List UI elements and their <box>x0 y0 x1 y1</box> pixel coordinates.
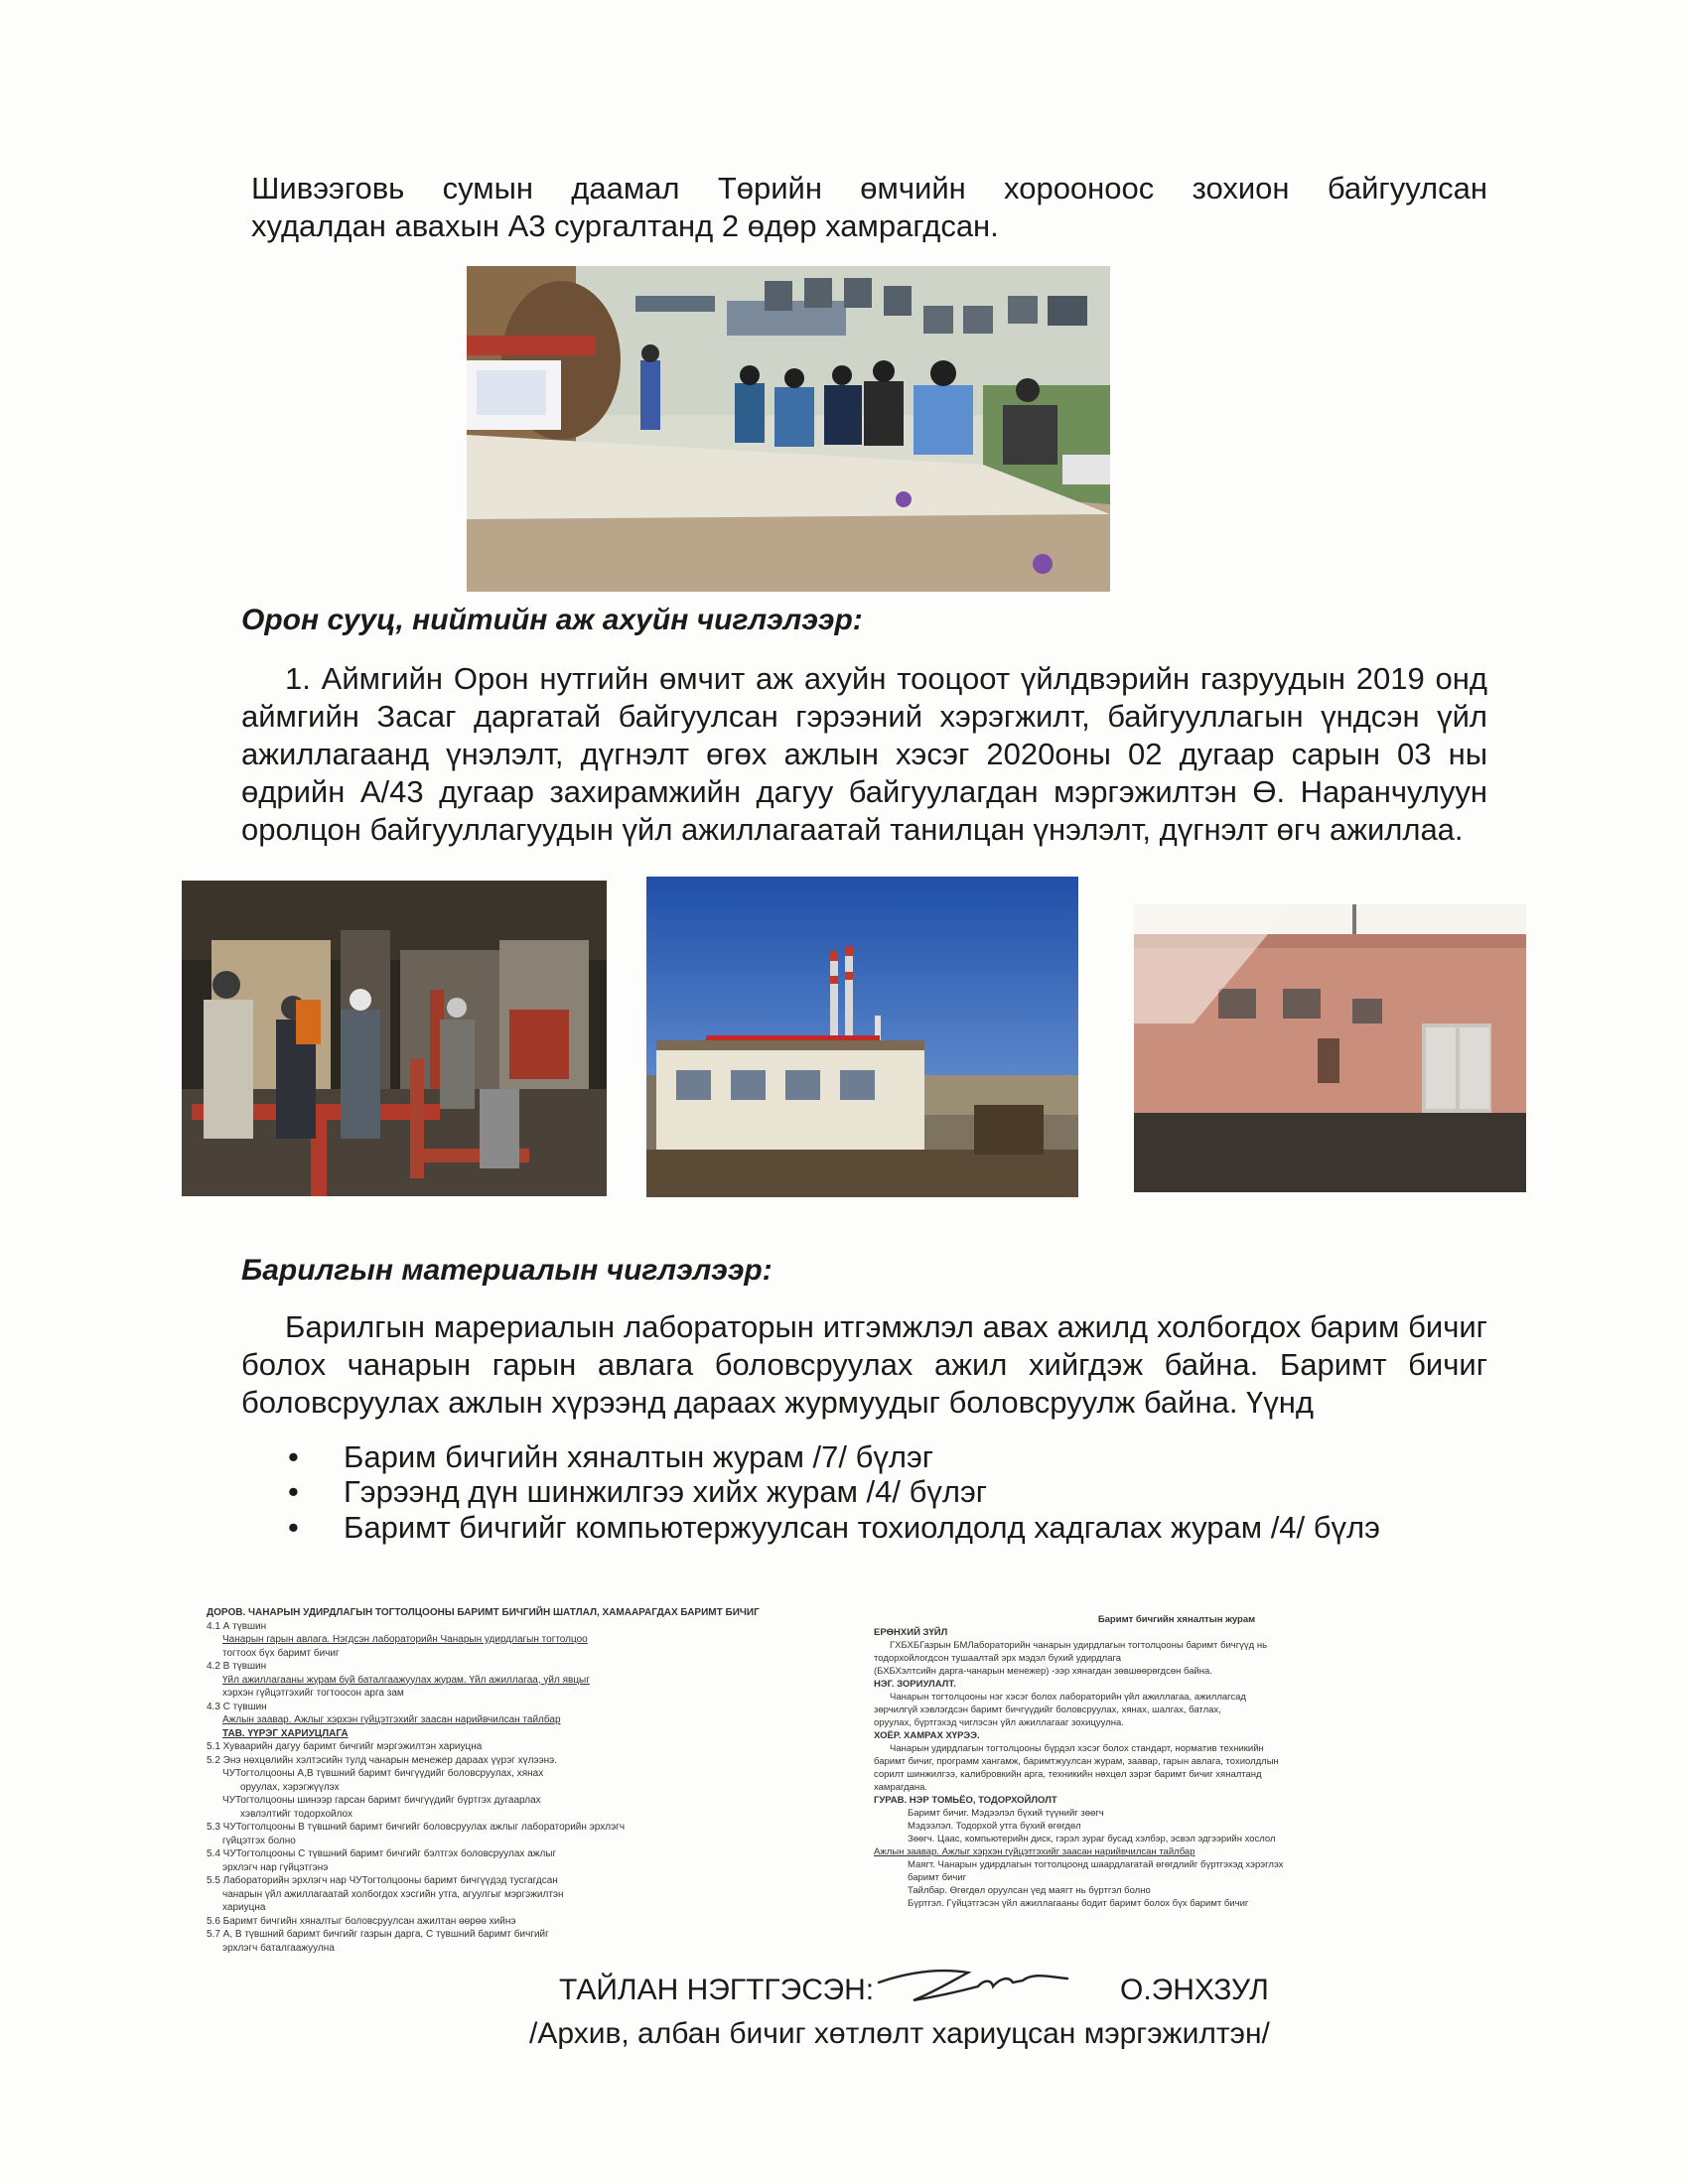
boiler-room-photo <box>182 881 607 1196</box>
doc-left-line: эрхлэгч нар гүйцэтгэнэ <box>222 1861 329 1873</box>
doc-left-line: 5.4 ЧУТогтолцооны С түвшний баримт бичгийг бэлтгэх боловсруулах ажлыг <box>207 1848 557 1859</box>
doc-right-line: Чанарын удирдлагын тогтолцооны бүрдэл хэсэг болох стандарт, норматив техникийн <box>890 1743 1264 1754</box>
doc-left-line: 5.6 Баримт бичгийн хяналтыг боловсруулсан ажилтан өөрөө хийнэ <box>207 1915 516 1927</box>
doc-left-line: Чанарын гарын авлага. Нэгдсэн лабораторийн Чанарын удирдлагын тогтолцоо <box>222 1634 588 1645</box>
doc-right-line: (БХБХэлтсийн дарга-чанарын менежер) -ээр хянагдан зөвшөөрөгдсөн байна. <box>874 1666 1212 1677</box>
list-item <box>288 1510 1489 1546</box>
housing-item-text: Аймгийн Орон нутгийн өмчит аж ахуйн тооцоот үйлдвэрийн газруудын 2019 онд аймгийн Засаг даргатай байгуулсан гэрээний хэрэгжилт, байгууллагын үндсэн үйл ажиллагаанд үнэлэлт, дүгнэлт өгөх ажлын хэсэг 2020оны 02 дугаар сарын 03 ны өдрийн А/43 дугаар захирамжийн дагуу байгуулагдан мэргэжилтэн Ө. Наранчулуун оролцон байгууллагуудын үйл ажиллагаатай танилцан үнэлэлт, дүгнэлт өгч ажиллаа. <box>241 661 1487 847</box>
doc-right-line: Баримт бичиг. Мэдээлэл бүхий түүнийг зөөгч <box>908 1808 1104 1819</box>
doc-right-line: Зөөгч. Цаас, компьютерийн диск, гэрэл зураг бусад хэлбэр, эсвэл эдгээрийн хослол <box>908 1834 1276 1844</box>
doc-left-line: оруулах, хэрэгжүүлэх <box>240 1781 340 1793</box>
intro-line-2: худалдан авахын А3 сургалтанд 2 өдөр хамрагдсан. <box>251 208 999 243</box>
doc-right-line: Мэдээлэл. Тодорхой утга бүхий өгөгдөл <box>908 1821 1081 1832</box>
doc-right-line: тодорхойлогдсон тушаалтай эрх мэдэл бүхий удирдлага <box>874 1653 1122 1664</box>
doc-left-line: 5.2 Энэ нөхцөлийн хэлтэсийн тулд чанарын менежер дараах үүрэг хүлээнэ. <box>207 1754 558 1766</box>
list-item-text: Гэрээнд дүн шинжилгээ хийх журам /4/ бүлэг <box>344 1474 988 1509</box>
doc-right-line: Бүртгэл. Гүйцэтгэсэн үйл ажиллагааны бодит баримт болох бүх баримт бичиг <box>908 1898 1249 1909</box>
doc-left-line: 5.3 ЧУТогтолцооны В түвшний баримт бичгийг боловсруулах ажлыг лабораторийн эрхлэгч <box>207 1822 626 1833</box>
document-snapshot-right <box>874 1613 1479 1911</box>
signatory-name: О.ЭНХЗУЛ <box>1120 1974 1269 2006</box>
doc-left-line: Ажлын заавар. Ажлыг хэрхэн гүйцэтгэхийг заасан нарийвчилсан тайлбар <box>222 1714 561 1725</box>
chimney-building-photo <box>646 877 1078 1197</box>
doc-left-line: 4.3 С түвшин <box>207 1701 267 1712</box>
intro-line-1: Шивээговь сумын даамал Төрийн өмчийн хорооноос зохион байгуулсан <box>251 171 1487 205</box>
list-item-text: Барим бичгийн хяналтын журам /7/ бүлэг <box>344 1439 934 1474</box>
doc-left-line: чанарын үйл ажиллагаатай холбогдох хэсгийн утга, агуулгыг мэргэжилтэн <box>222 1888 564 1900</box>
signatory-position: /Архив, албан бичиг хөтлөлт хариуцсан мэргэжилтэн/ <box>529 2017 1270 2050</box>
housing-item-number: 1. <box>285 661 311 696</box>
doc-left-line: хэвлэлтийг тодорхойлох <box>240 1808 353 1820</box>
doc-left-line: 5.1 Хуваарийн дагуу баримт бичгийг мэргэжилтэн хариуцна <box>207 1741 483 1752</box>
training-photo <box>467 266 1110 592</box>
doc-right-line: хамрагдана. <box>874 1782 928 1793</box>
doc-left-line: хариуцна <box>222 1902 266 1913</box>
list-item-text: Баримт бичгийг компьютержуулсан тохиолдолд хадгалах журам /4/ бүлэ <box>344 1510 1380 1545</box>
list-item <box>288 1439 1489 1475</box>
doc-left-line: ЧУТогтолцооны А,В түвшний баримт бичгүүдийг боловсруулах, хянах <box>222 1768 544 1779</box>
signature-label: ТАЙЛАН НЭГТГЭСЭН: <box>559 1974 875 2006</box>
procedures-list <box>288 1439 1489 1546</box>
doc-left-line: 4.2 В түвшин <box>207 1661 267 1672</box>
housing-heading: Орон сууц, нийтийн аж ахуйн чиглэлээр: <box>241 604 863 636</box>
doc-right-line: Маягт. Чанарын удирдлагын тогтолцоонд шаардлагатай өгөгдлийг бүртгэхэд хэрэглэх <box>908 1859 1284 1870</box>
doc-left-subtitle: ТАВ. ҮҮРЭГ ХАРИУЦЛАГА <box>222 1727 349 1739</box>
doc-right-line: Ажлын заавар. Ажлыг хэрхэн гүйцэтгэхийг заасан нарийвчилсан тайлбар <box>874 1846 1196 1857</box>
doc-left-line: 4.1 А түвшин <box>207 1620 267 1632</box>
doc-left-line: хэрхэн гүйцэтгэхийг тогтоосон арга зам <box>222 1688 404 1699</box>
doc-left-line: ЧУТогтолцооны шинээр гарсан баримт бичгүүдийг бүртгэх дугаарлах <box>222 1795 541 1806</box>
doc-left-line: гүйцэтгэх болно <box>222 1835 296 1846</box>
intro-paragraph <box>251 170 1487 245</box>
doc-right-heading: ГУРАВ. НЭР ТОМЬЁО, ТОДОРХОЙЛОЛТ <box>874 1795 1057 1806</box>
bullet-symbol: • <box>288 1510 299 1545</box>
document-snapshot-left <box>207 1606 777 1954</box>
doc-left-line: 5.5 Лабораторийн эрхлэгч нар ЧУТогтолцооны баримт бичгүүдэд тусгагдсан <box>207 1875 558 1886</box>
doc-left-line: эрхлэгч баталгаажуулна <box>222 1942 335 1954</box>
doc-left-line: 5.7 А, В түвшний баримт бичгийг газрын дарга, С түвшний баримт бичгийг <box>207 1929 549 1940</box>
bullet-symbol: • <box>288 1439 299 1474</box>
materials-heading: Барилгын материалын чиглэлээр: <box>241 1254 773 1287</box>
doc-right-line: Чанарын тогтолцооны нэг хэсэг болох лабораторийн үйл ажиллагаа, ажиллагсад <box>890 1692 1246 1703</box>
pink-building-photo <box>1134 904 1526 1192</box>
doc-right-line: Тайлбар. Өгөгдөл оруулсан үед маягт нь бүртгэл болно <box>908 1885 1151 1896</box>
doc-right-title: Баримт бичгийн хяналтын журам <box>1097 1614 1256 1625</box>
doc-right-line: баримт бичиг, программ хангамж, баримтжуулсан журам, заавар, гарын авлага, тохиолдлын <box>874 1756 1279 1767</box>
doc-right-line: зөрчилгүй хэвлэгдсэн баримт бичгүүдийг боловсруулах, хянах, шалгах, батлах, <box>874 1705 1221 1715</box>
doc-left-title: ДОРОВ. ЧАНАРЫН УДИРДЛАГЫН ТОГТОЛЦООНЫ БАРИМТ БИЧГИЙН ШАТЛАЛ, ХАМААРАГДАХ БАРИМТ БИЧИГ <box>207 1607 760 1618</box>
doc-left-line: тогтоох бүх баримт бичиг <box>222 1647 340 1659</box>
doc-right-line: ГХБХБГазрын БМЛабораторийн чанарын удирдлагын тогтолцооны баримт бичгүүд нь <box>890 1640 1268 1651</box>
housing-item-1 <box>241 660 1487 849</box>
handwritten-signature <box>874 1961 1072 2010</box>
list-item <box>288 1474 1489 1510</box>
doc-left-line: Үйл ажиллагааны журам буй баталгаажуулах журам. Үйл ажиллагаа, үйл явцыг <box>222 1674 590 1686</box>
bullet-symbol: • <box>288 1474 299 1509</box>
doc-right-heading: ЕРӨНХИЙ ЗҮЙЛ <box>874 1627 948 1638</box>
doc-right-line: баримт бичиг <box>908 1872 967 1883</box>
materials-paragraph: Барилгын марериалын лабораторын итгэмжлэл авах ажилд холбогдох барим бичиг болох чанарын гарын авлага боловсруулах ажил хийгдэж байна. Баримт бичиг боловсруулах ажлын хүрээнд дараах журмуудыг боловсруулж байна. Үүнд <box>241 1309 1487 1420</box>
doc-right-heading: НЭГ. ЗОРИУЛАЛТ. <box>874 1679 956 1690</box>
doc-right-line: оруулах, бүртгэхэд чиглэсэн үйл ажиллагааг зохицуулна. <box>874 1717 1124 1728</box>
doc-right-heading: ХОЁР. ХАМРАХ ХҮРЭЭ. <box>874 1730 980 1741</box>
doc-right-line: сорилт шинжилгээ, калибровкийн арга, техникийн нөхцөл зэрэг баримт бичиг хяналтанд <box>874 1769 1262 1780</box>
